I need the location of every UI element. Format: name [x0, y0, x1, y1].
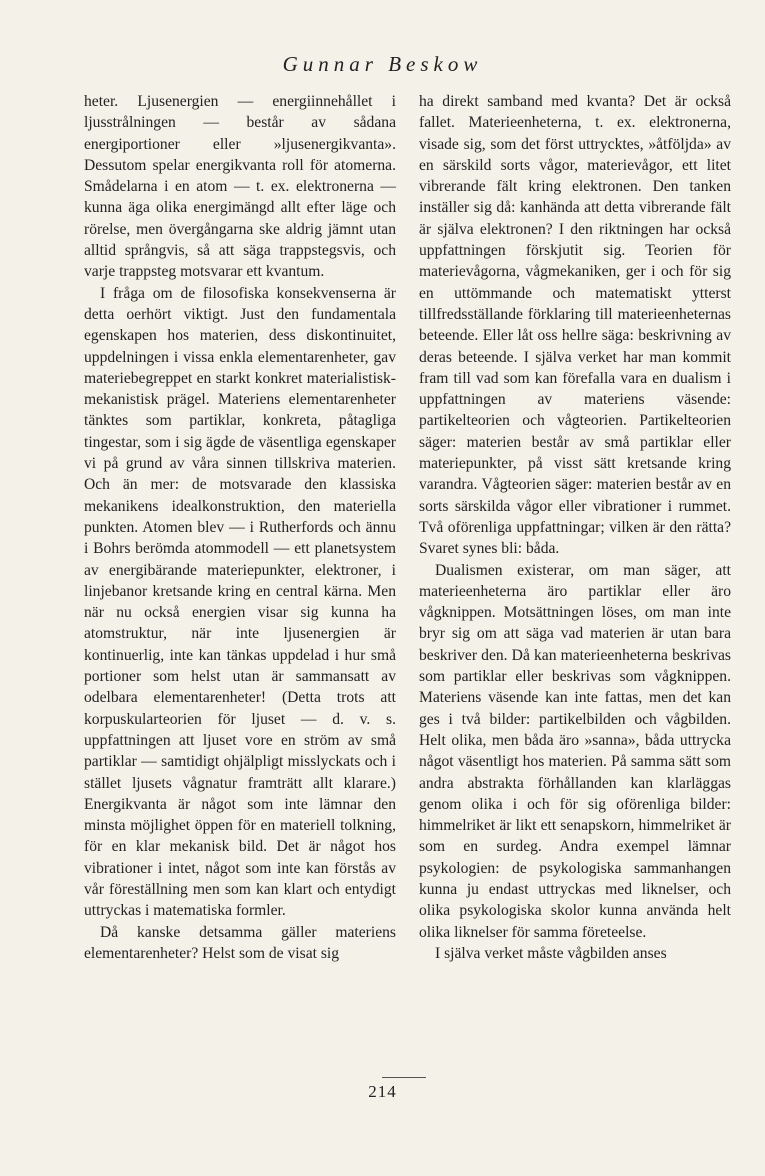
- paragraph: Då kanske detsamma gäller materiens elementarenheter? Helst som de visat sig: [84, 923, 396, 962]
- footer-rule: [382, 1077, 426, 1078]
- running-header: Gunnar Beskow: [282, 52, 483, 76]
- left-column: [84, 91, 396, 964]
- paragraph: I fråga om de filosofiska konsekvenserna är detta oerhört viktigt. Just den fundamentala egenskapen hos materien, dess diskontinuitet, uppdelningen i vissa enkla elementarenheter, gav materiebegreppet en starkt konkret materialistisk-mekanistisk prägel. Materiens elementarenheter tänktes som partiklar, konkreta, påtagliga tingestar, som i sig ägde de väsentliga egenskaper vi på grund av våra sinnen tillskriva materien. Och än mer: de motsvarade den klassiska mekanikens idealkonstruktion, den materiella punkten. Atomen blev — i Rutherfords och ännu i Bohrs berömda atommodell — ett planetsystem av energibärande materiepunkter, elektroner, i linjebanor kretsande kring en central kärna. Men när nu också energien visar sig kunna ha atomstruktur, när inte ljusenergien är kontinuerlig, inte kan tänkas uppdelad i hur små portioner som helst utan är sammansatt av odelbara elementarenheter! (Detta trots att korpuskularteorien för ljuset — d. v. s. uppfattningen att ljuset vore en ström av små partiklar — samtidigt ohjälpligt misslyckats och i stället ljusets vågnatur framträtt allt klarare.) Energikvanta är något som inte lämnar den minsta möjlighet öppen för en materiell tolkning, för en klar mekanisk bild. Det är något hos vibrationer i intet, något som inte kan förstås av vår föreställning men som kan klart och entydigt uttryckas i matematiska formler.: [84, 284, 396, 920]
- paragraph: I själva verket måste vågbilden anses: [435, 944, 667, 962]
- paragraph: ha direkt samband med kvanta? Det är också fallet. Materieenheterna, t. ex. elektronerna, visade sig, som det först uttrycktes, »åtföljda» av en särskild sorts vågor, materievågor, ett litet vibrerande fält kring elektronen. Den tanken inställer sig då: kanhända att detta vibrerande fält är själva elektronen? I den riktningen har också uppfattningen förskjutit sig. Teorien för materievågorna, vågmekaniken, ger i och för sig en uttömmande och matematiskt ytterst tillfredsställande förklaring till materieenheternas beteende. Eller låt oss hellre säga: beskrivning av deras beteende. I själva verket har man kommit fram till vad som kan förefalla vara en dualism i uppfattningen av materiens väsende: partikelteorien och vågteorien. Partikelteorien säger: materien består av små partiklar eller materiepunkter, på visst sätt kretsande kring varandra. Vågteorien säger: materien består av en sorts särskilda vågor eller vibrationer i rummet. Två oförenliga uppfattningar; vilken är den rätta? Svaret synes bli: båda.: [419, 93, 731, 558]
- right-column: [419, 91, 731, 964]
- paragraph: Dualismen existerar, om man säger, att materieenheterna äro partiklar eller äro vågknippen. Motsättningen löses, om man inte bryr sig om att säga vad materien är utan bara beskriver den. Då kan materieenheterna beskrivas som partiklar eller beskrivas som vågknippen. Materiens väsende kan inte fattas, men det kan ges i två bilder: partikelbilden och vågbilden. Helt olika, men båda äro »sanna», båda uttrycka något väsentligt hos materien. På samma sätt som andra abstrakta förhållanden kan klarläggas genom olika i och för sig oförenliga bilder: himmelriket är likt ett senapskorn, himmelriket är som en surdeg. Andra exempel lämnar psykologien: de psykologiska sammanhangen kunna ju endast uttryckas med liknelser, och olika psykologiska skolor kunna använda helt olika liknelser för samma företeelse.: [419, 561, 731, 941]
- paragraph: heter. Ljusenergien — energiinnehållet i ljusstrålningen — består av sådana energiportioner eller »ljusenergikvanta». Dessutom spelar energikvanta roll för atomerna. Smådelarna i en atom — t. ex. elektronerna — kunna äga olika energimängd allt efter läge och rörelse, men övergångarna ske aldrig jämnt utan alltid språngvis, så att säga trappstegsvis, och varje trappsteg motsvarar ett kvantum.: [84, 93, 396, 281]
- page-number: 214: [368, 1082, 397, 1101]
